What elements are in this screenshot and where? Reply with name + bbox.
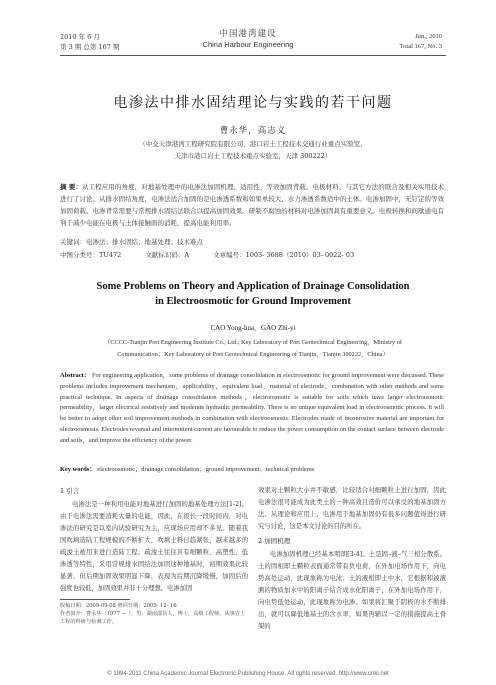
affiliation-en	[60, 337, 446, 361]
keywords-en	[60, 465, 446, 475]
body-paragraph: 电渗法是一种利用电能对地基进行加固的地基处理方法[1-2]。由于电渗法需要消耗大量的电能，因此，在很长一段时间内，对电渗法的研究是以室内试验研究为主，应现场应用却不多见。随着我国吹填造陆工程规模的不断扩大，吹填土料日趋紧张，越来越多的疏浚土被用来进行造陆工程。疏浚土往往具有细颗粒、高塑性、低渗透等特性，采用常规排水固结法加固这种地基时，初期效果比较显著，但后期加固效果明显下降，表现为后期沉降缓慢，加固后的强度也较低，加固效果并非十分理想。电渗加固	[60, 501, 248, 592]
abstract-en	[60, 371, 444, 447]
body-paragraph: 效果对土颗粒大小并不敏感，比较适合对细颗粒土进行加固，因此电渗法很可能成为此类土的一种高效且造价可以承受的地基加固方法。从理论和应用上，电渗用于地基加固仍有很多问题值得进行研究与讨论，这是本文讨论的目的所在。	[258, 487, 446, 530]
paper-title-en	[60, 279, 446, 309]
body-column-right	[258, 485, 446, 633]
keywords-cn-text: 电渗法；排水固结；地基处理；技术难点	[86, 238, 203, 246]
header-issue-number: 第 3 期 总第 167 期	[60, 43, 120, 51]
copyright-footer: © 1994-2011 China Academic Journal Electronic Publishing House. All rights reserved. http://www.cnki.net	[107, 671, 389, 677]
header-divider	[60, 55, 446, 56]
affiliation-en-line: Communication；Key Laboratory of Port Geotechnical Engineering of Tianjin，Tianjin 300222，China）	[117, 351, 389, 358]
abstract-cn	[60, 181, 444, 229]
keywords-en-text: electroosmotic；drainage consolidation；ground improvement；technical problems	[97, 466, 315, 473]
body-column-left	[60, 485, 248, 626]
affiliation-cn-line: （中交天津港湾工程研究院有限公司，港口岩土工程技术交通行业重点实验室，	[139, 140, 367, 148]
header-date: 2010 年 6 月	[60, 33, 100, 41]
classification-info	[60, 249, 446, 261]
affiliation-cn	[60, 138, 446, 162]
header-issue-number-en: Total 167, No. 3	[399, 43, 442, 50]
abstract-en-text: For engineering application，some problems of drainage consolidation in electroosmotic for ground improvement were discussed. These problems includes improvement mechanism，applicability，equivalent load，material of electrode，combination with other methods and some practical technique. In aspects of drainage consolidation methods，electroosmotic is suitable for soils which have larger electroosmotic permeability，larger electrical resistively and moderate hydraulic permeability. There is no unique equivalent load in electroosmotic process. It will be better to adopt other soil improvement methods in combination with electroosmosis. Electrodes made of inconrosive material are important for electroosmosis. Electrodes reversal and intermittent current are favourable to reduce the power consumption on the contact surface between electrode and soils，and improve the efficiency of the power.	[60, 372, 444, 444]
keywords-en-label: Key words：	[60, 466, 96, 473]
header-issue-info	[60, 32, 119, 52]
footnote-author-bio: 作者简介：曹永华（1977 — ），男，湖南邵县人，博士，高级工程师，从事岩土工程的科研与检测工作。	[60, 611, 246, 625]
document-code: 文献标识码：A	[145, 251, 190, 259]
header-date-en: Jun., 2010	[415, 33, 442, 40]
abstract-en-label: Abstract：	[60, 372, 91, 379]
abstract-cn-label: 摘 要：	[60, 183, 83, 191]
keywords-cn-label: 关键词：	[60, 238, 86, 246]
header-issue-info-en	[400, 32, 442, 52]
authors-cn: 曹永华，高志义	[219, 126, 287, 136]
section-heading-mechanism: 2 加固机理	[258, 537, 291, 545]
footnote-divider	[60, 599, 130, 600]
paper-title-en-line: Some Problems on Theory and Application of Drainage Consolidation	[96, 281, 410, 292]
affiliation-cn-line: 天津市港口岩土工程技术重点实验室，天津 300222）	[174, 152, 332, 160]
keywords-cn	[60, 236, 446, 248]
paper-title-en-line: in Electroosmotic for Ground Improvement	[155, 296, 351, 307]
authors-en: CAO Yong-hua，GAO Zhi-yi	[210, 324, 296, 332]
body-paragraph: 电渗加固机理已经基本明朗[3-4]。土是固–液–气三相分散系。土的固相即土颗粒表面通常带有负电荷，在外加电场作用下，向电势高处运动，此现象称为电泳；土的液相即土中水，它根据和被液测的物质加水中的阳离子结合成水化阳离子，在外加电场作用下，向电势低处运动，此现象称为电渗。如果将汇聚于阴极的水不断排出，就可以降低地基土的含水率，如果再辅以一定的措施提高土骨架的	[258, 551, 446, 630]
article-number: 文章编号：1003- 3688（2010）03- 0022- 03	[213, 251, 355, 259]
clc-number: 中图分类号：TU472	[60, 251, 122, 259]
paper-title-cn: 电渗法中排水固结理论与实践的若干问题	[113, 95, 393, 111]
header-journal-name	[178, 29, 318, 50]
section-heading-introduction: 1 引言	[60, 487, 80, 495]
journal-name-en: China Harbour Engineering	[202, 40, 294, 49]
journal-name-cn: 中国港湾建设	[219, 29, 277, 39]
abstract-cn-text: 从工程应用的角度，对地基处理中的电渗法加固机理、适用性、等效加固背载、电极材料、与其它方法的联合及相关实用技术进行了讨论。从排水固结角度，电渗法适合加固的是电渗透系数和如果单较大、水力渗透系数适中的土体。电渗加固中，无钉定的等效加固荷载。电渗背常需要与常规排水固结法联合以提高加固效果。研制不腐蚀的材料对电渗加固具有重要意义。电极转换和间歇通电有利于减少电能在电极与土体接触面的消耗，提高电能利用率。	[60, 183, 445, 227]
affiliation-en-line: （CCCC-Tianjin Port Engineering Institute Co., Ltd.; Key Laboratory of Port Geotechnical Engineering，Ministry of	[104, 339, 402, 346]
footnote-received-date: 收稿日期：2009-09-08 修回日期：2009- 12- 16	[60, 603, 177, 609]
